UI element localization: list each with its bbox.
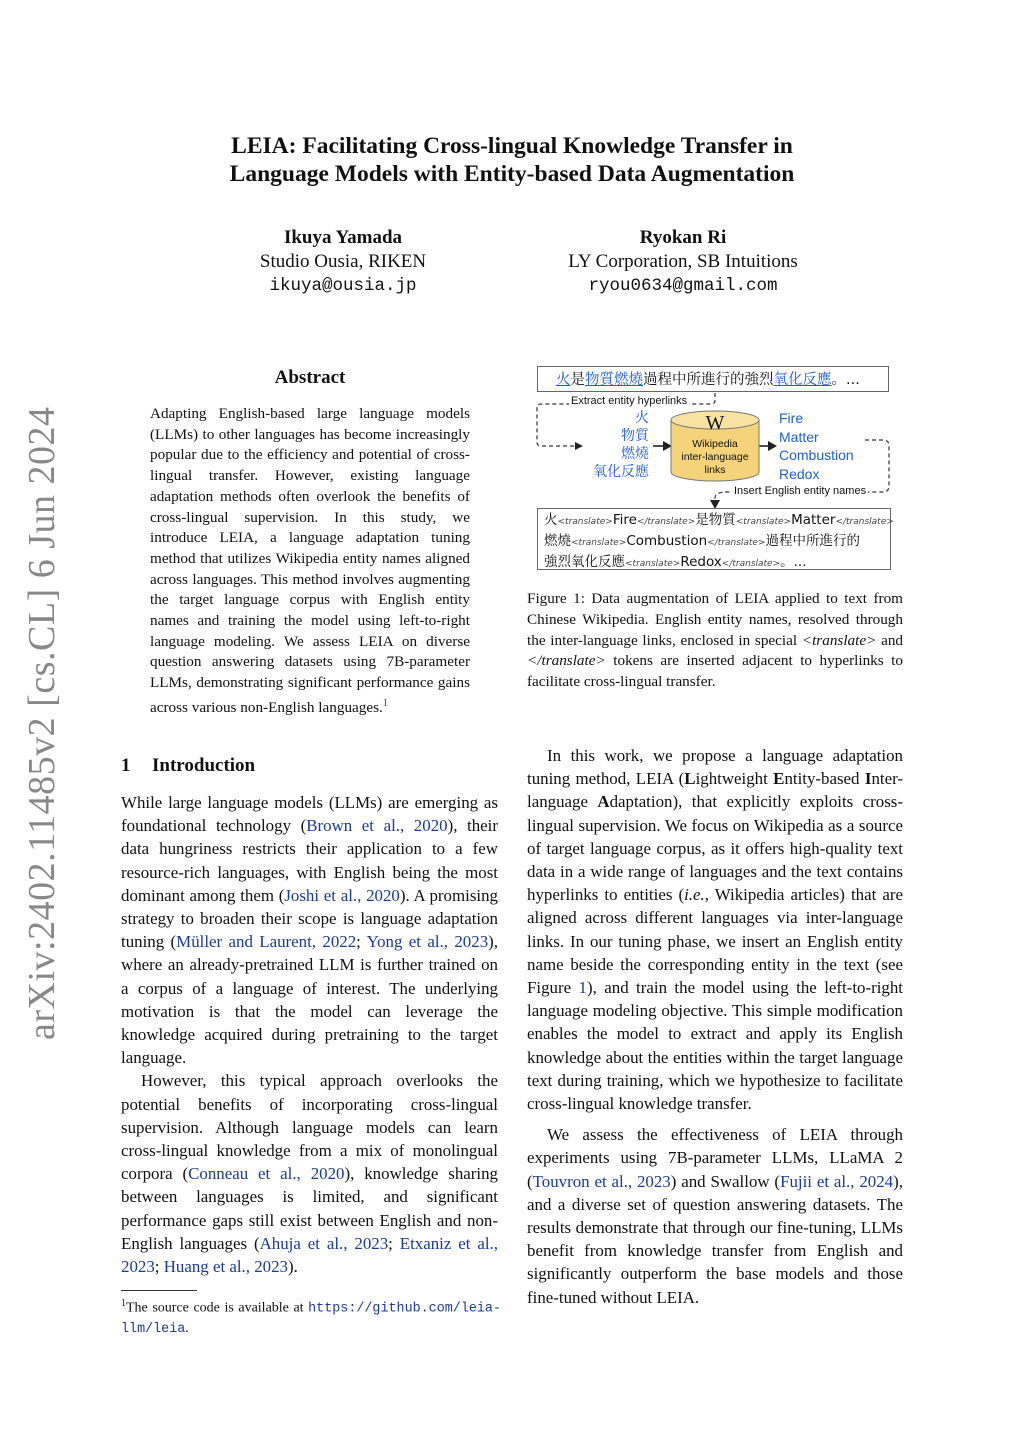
text: ), and a diverse set of question answering datasets. The results demonstrate that through our fine-tuning, LLMs benefit from knowledge transfer from English and significantly outperform the base models and those fine-tuned without LEIA. — [527, 1171, 903, 1307]
zh-text: 強烈氧化反應 — [544, 554, 625, 570]
wiki-line: inter-language — [681, 451, 749, 463]
text: ; — [356, 932, 367, 952]
paragraph — [121, 791, 498, 1069]
citation-link[interactable]: Joshi et al., 2020 — [284, 885, 400, 905]
abstract-body — [150, 404, 470, 719]
wikipedia-logo: W — [705, 412, 725, 434]
section-heading — [121, 755, 255, 777]
text: ). — [288, 1257, 298, 1277]
translate-open-tag: <translate> — [735, 517, 792, 527]
citation-link[interactable]: Brown et al., 2020 — [306, 816, 448, 836]
translate-open-tag: <translate> — [625, 559, 681, 569]
footnote-text: The source code is available at — [126, 1300, 309, 1316]
text: In this work, we propose a language adaptation tuning method, LEIA ( — [527, 746, 903, 789]
entity-en: Combustion — [779, 447, 854, 463]
citation-link[interactable]: Ahuja et al., 2023 — [259, 1233, 389, 1253]
entity-en: Fire — [779, 410, 804, 426]
author-affiliation: Studio Ousia, RIKEN — [259, 251, 427, 272]
text: ; — [388, 1233, 400, 1253]
author-email: ikuya@ousia.jp — [269, 276, 417, 296]
acronym-letter: A — [597, 792, 610, 812]
en-entity: Combustion — [626, 533, 708, 549]
en-entity: Matter — [791, 512, 836, 528]
text: While large language models (LLMs) are emerging as foundational technology ( — [121, 793, 498, 836]
caption-text: and — [881, 631, 904, 649]
entity-zh: 物質 — [621, 428, 649, 444]
citation-link[interactable]: Touvron et al., 2023 — [532, 1171, 671, 1191]
acronym-letter: E — [773, 769, 785, 789]
text: We assess the effectiveness of LEIA through experiments using 7B-parameter LLMs, LLaMA 2 ( — [527, 1125, 903, 1191]
footnote-number: 1 — [121, 1298, 126, 1309]
text: nter-language — [527, 769, 903, 812]
section-title: Introduction — [152, 755, 256, 776]
author-name: Ikuya Yamada — [283, 227, 403, 248]
paragraph — [121, 1069, 498, 1278]
plain-text: 過程中所進行的強烈 — [643, 372, 774, 388]
text: ), where an already-pretrained LLM is further trained on a corpus of a language of interest. The underlying motivation is that the model can leverage the knowledge acquired during pretraining to the target language. — [121, 932, 498, 1068]
source-text-box — [537, 366, 889, 392]
acronym-letter: L — [684, 769, 696, 789]
text: ightweight — [695, 769, 774, 789]
footnote-text: . — [185, 1320, 189, 1336]
figure-1 — [527, 362, 903, 574]
text: ), their data hungriness restricts their application to a few resource-rich languages, with English being the most dominant among them ( — [121, 816, 498, 905]
plain-text: 。... — [831, 372, 860, 388]
citation-link[interactable]: Conneau et al., 2020 — [188, 1164, 345, 1184]
text: ; — [154, 1257, 164, 1277]
entity-en: Redox — [779, 465, 820, 482]
insert-label: Insert English entity names — [734, 485, 867, 497]
entity-zh: 燃燒 — [621, 446, 649, 462]
section-number: 1 — [121, 755, 131, 776]
text: , Wikipedia articles) that are aligned across different languages via inter-language links. In our tuning phase, we insert an English entity name beside the corresponding entity in the text (see Figure — [527, 885, 903, 998]
paragraph — [527, 744, 903, 1115]
entity-en: Matter — [779, 428, 819, 445]
en-entity: Redox — [680, 554, 722, 570]
text: ), knowledge sharing between languages is limited, and significant performance gaps still exist between English and non-English languages ( — [121, 1164, 498, 1253]
text: ), and train the model using the left-to-right language modeling objective. This simple modification enables the model to extract and apply its English knowledge about the entities within the target language text during training, which we hypothesize to facilitate cross-lingual knowledge transfer. — [527, 978, 903, 1114]
citation-link[interactable]: Huang et al., 2023 — [163, 1257, 289, 1277]
citation-link[interactable]: Yong et al., 2023 — [366, 932, 489, 952]
extract-label: Extract entity hyperlinks — [571, 395, 688, 407]
text: ntity-based — [784, 769, 865, 789]
caption-text: tokens are inserted adjacent to hyperlinks to facilitate cross-lingual transfer. — [527, 652, 903, 691]
en-entity: Fire — [612, 512, 637, 528]
zh-text: 。... — [780, 554, 807, 570]
translate-open-tag: <translate> — [557, 517, 613, 527]
text: daptation — [609, 792, 673, 812]
footnote-rule — [121, 1290, 197, 1291]
citation-link[interactable]: Müller and Laurent, 2022 — [176, 932, 357, 952]
plain-text: 是 — [570, 372, 585, 388]
author-email: ryou0634@gmail.com — [588, 276, 778, 296]
text: ) and Swallow ( — [670, 1171, 781, 1191]
caption-tag: <translate> — [801, 631, 877, 649]
paper-title — [0, 132, 1024, 188]
translate-close-tag: </translate> — [707, 538, 766, 548]
citation-link[interactable]: Fujii et al., 2024 — [780, 1171, 894, 1191]
title-line-2: Language Models with Entity-based Data Augmentation — [229, 161, 795, 187]
zh-text: 過程中所進行的 — [765, 533, 861, 549]
translate-close-tag: </translate> — [721, 559, 781, 569]
repository-link[interactable]: https://github.com/leia-llm/leia — [121, 1301, 501, 1337]
english-entities — [779, 409, 854, 483]
arxiv-identifier: arXiv:2402.11485v2 [cs.CL] 6 Jun 2024 — [21, 406, 63, 1040]
text: However, this typical approach overlooks the potential benefits of incorporating cross-lingual supervision. Although language models can learn cross-lingual knowledge from a mix of monolingual corpora ( — [121, 1071, 498, 1184]
left-column — [121, 791, 498, 1278]
footnote-marker[interactable]: 1 — [382, 697, 388, 709]
abstract-text: Adapting English-based large language models (LLMs) to other languages has become increasingly popular due to the efficiency and potential of cross-lingual transfer. However, existing language adaptation methods often overlook the benefits of cross-lingual supervision. In this study, we introduce LEIA, a language adaptation tuning method that utilizes Wikipedia entity names aligned across languages. This method involves augmenting the target language corpus with English entity names and training the model using left-to-right language modeling. We assess LEIA on diverse question answering datasets using 7B-parameter LLMs, demonstrating significant performance gains across various non-English languages. — [150, 405, 470, 716]
citation-link[interactable]: Etxaniz et al., 2023 — [121, 1233, 498, 1277]
paragraph — [527, 1123, 903, 1309]
augmented-text-box — [537, 508, 894, 570]
author-block-2 — [513, 226, 853, 298]
wikipedia-label — [671, 438, 759, 477]
footnote — [121, 1294, 501, 1339]
chinese-entities — [583, 409, 649, 481]
wiki-line: Wikipedia — [692, 438, 738, 450]
figure-caption — [527, 589, 903, 693]
text: ), that explicitly exploits cross-lingual supervision. We focus on Wikipedia as a source of target language corpus, as it offers high-quality text data in a wide range of languages and the text contains hyperlinks to entities ( — [527, 792, 904, 905]
acronym-letter: I — [864, 769, 872, 789]
right-column — [527, 744, 903, 1309]
abstract-heading: Abstract — [274, 367, 346, 388]
text: ). A promising strategy to broaden their scope is language adaptation tuning ( — [121, 885, 498, 952]
entity-zh: 氧化反應 — [593, 464, 649, 480]
figure-reference-link[interactable]: 1 — [578, 978, 587, 998]
translate-close-tag: </translate> — [835, 517, 894, 527]
entity-link[interactable]: 火 — [556, 372, 571, 388]
translate-open-tag: <translate> — [571, 538, 627, 548]
text: i.e. — [684, 885, 705, 905]
zh-text: 是物質 — [695, 512, 736, 528]
entity-zh: 火 — [635, 410, 649, 426]
caption-tag: </translate> — [527, 652, 606, 670]
wiki-line: links — [704, 464, 726, 476]
author-name: Ryokan Ri — [639, 227, 727, 248]
author-block-1 — [173, 226, 513, 298]
translate-close-tag: </translate> — [636, 517, 696, 527]
author-affiliation: LY Corporation, SB Intuitions — [568, 251, 798, 272]
entity-link[interactable]: 氧化反應 — [773, 372, 832, 388]
title-line-1: LEIA: Facilitating Cross-lingual Knowledge Transfer in — [231, 133, 793, 159]
zh-text: 燃燒 — [544, 533, 571, 549]
zh-text: 火 — [544, 512, 558, 528]
caption-text: Figure 1: Data augmentation of LEIA applied to text from Chinese Wikipedia. English entity names, resolved through the inter-language links, enclosed in special — [527, 590, 903, 649]
entity-link[interactable]: 物質燃燒 — [585, 372, 643, 388]
